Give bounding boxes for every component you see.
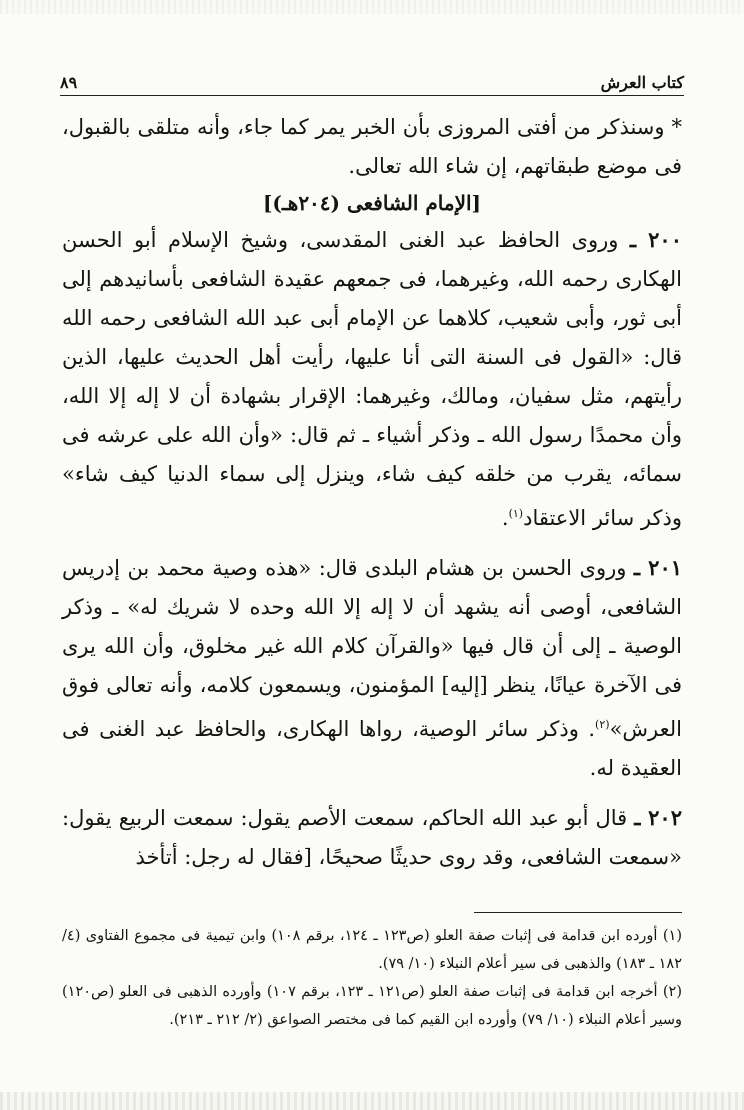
scan-edge-top [0, 0, 744, 14]
paragraph-201 [62, 548, 682, 788]
footnote-ref-2[interactable]: (٢) [595, 718, 610, 731]
paragraph-200 [62, 220, 682, 538]
paragraph-202 [62, 798, 682, 877]
paragraph-202-text: قال أبو عبد الله الحاكم، سمعت الأصم يقول: سمعت الربيع يقول: «سمعت الشافعى، وقد روى حديثًا صحيحًا، [فقال له رجل: أتأخذ [62, 806, 682, 869]
section-heading: [الإمام الشافعى (٢٠٤هـ)] [262, 191, 482, 215]
footnote-2: (٢) أخرجه ابن قدامة فى إثبات صفة العلو (ص١٢١ ـ ١٢٣، برقم ١٠٧) وأورده الذهبى فى العلو (ص١٢٠) وسير أعلام النبلاء (١٠/ ٧٩) وأورده ابن القيم كما فى مختصر الصواعق (٢/ ٢١٢ ـ ٢١٣). [62, 984, 683, 1028]
page-header [60, 62, 684, 92]
page-number: ٨٩ [60, 73, 78, 92]
main-text [62, 108, 682, 877]
footnote-ref-1[interactable]: (١) [508, 507, 524, 520]
running-title: كتاب العرش [600, 73, 684, 92]
paragraph-200-text: وروى الحافظ عبد الغنى المقدسى، وشيخ الإسلام أبو الحسن الهكارى رحمه الله، وغيرهما، فى جمعهم عقيدة الشافعى بأسانيدهم إلى أبى ثور، وأبى شعيب، كلاهما عن الإمام أبى عبد الله الشافعى رحمه الله قال: «القول فى السنة التى أنا عليها، رأيت أهل الحديث عليها، الذين رأيتهم، مثل سفيان، ومالك، وغيرهما: الإقرار بشهادة أن لا إله إلا الله، وأن محمدًا رسول الله ـ وذكر أشياء ـ ثم قال: «وأن الله على عرشه فى سمائه، يقرب من خلقه كيف شاء، وينزل إلى سماء الدنيا كيف شاء» وذكر سائر الاعتقاد [62, 228, 682, 530]
header-rule [60, 95, 684, 96]
paragraph-number-200: ٢٠٠ ـ [629, 227, 682, 252]
intro-paragraph: * وسنذكر من أفتى المروزى بأن الخبر يمر كما جاء، وأنه متلقى بالقبول، فى موضع طبقاتهم، إن شاء الله تعالى. [62, 115, 682, 178]
paragraph-201-text: وروى الحسن بن هشام البلدى قال: «هذه وصية محمد بن إدريس الشافعى، أوصى أنه يشهد أن لا إله إلا الله وحده لا شريك له» ـ وذكر الوصية ـ إلى أن قال فيها «والقرآن كلام الله غير مخلوق، وأن الله يرى فى الآخرة عيانًا، ينظر [إليه] المؤمنون، ويسمعون كلامه، وأنه تعالى فوق العرش» [62, 556, 682, 741]
footnote-rule [474, 912, 682, 913]
scan-edge-bottom [0, 1092, 744, 1110]
paragraph-number-201: ٢٠١ ـ [633, 555, 683, 580]
footnote-1: (١) أورده ابن قدامة فى إثبات صفة العلو (ص١٢٣ ـ ١٢٤، برقم ١٠٨) وابن تيمية فى مجموع الفتاوى (٤/ ١٨٢ ـ ١٨٣) والذهبى فى سير أعلام النبلاء (١٠/ ٧٩). [62, 928, 682, 972]
paragraph-200-end: . [501, 506, 509, 530]
paragraph-number-202: ٢٠٢ ـ [634, 805, 682, 830]
paragraph-201-end: . وذكر سائر الوصية، رواها الهكارى، والحافظ عبد الغنى فى العقيدة له. [62, 717, 682, 780]
footnotes [62, 922, 682, 1034]
